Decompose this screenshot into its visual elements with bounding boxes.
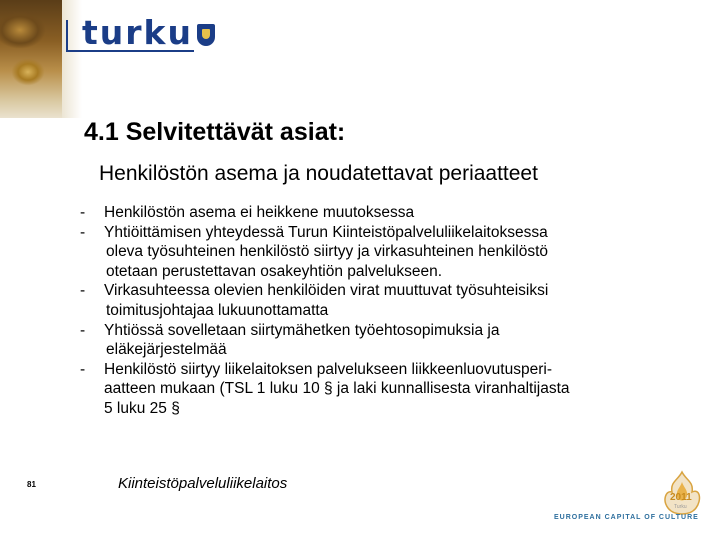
bullet-list xyxy=(80,203,680,419)
bullet-item xyxy=(80,281,680,320)
bullet-dash: - xyxy=(80,223,86,241)
footer-organization: Kiinteistöpalveluliikelaitos xyxy=(118,475,288,492)
bullet-line: 5 luku 25 § xyxy=(104,399,180,417)
bullet-item xyxy=(80,203,680,223)
bullet-line: Henkilöstö siirtyy liikelaitoksen palvelukseen liikkeenluovutusperi- xyxy=(104,360,552,378)
bullet-line: otetaan perustettavan osakeyhtiön palvelukseen. xyxy=(106,262,443,280)
badge-city: Turku xyxy=(674,504,687,510)
bullet-dash: - xyxy=(80,204,86,221)
page-number: 81 xyxy=(27,480,36,489)
bullet-line: eläkejärjestelmää xyxy=(106,341,227,359)
bullet-line: toimitusjohtajaa lukuunottamatta xyxy=(106,301,329,319)
bullet-item xyxy=(80,321,680,360)
bullet-line: Virkasuhteessa olevien henkilöiden virat muuttuvat työsuhteisiksi xyxy=(104,282,549,300)
header-photo xyxy=(0,0,62,118)
bullet-item xyxy=(80,223,680,282)
bullet-line: Henkilöstön asema ei heikkene muutoksessa xyxy=(104,204,415,221)
badge-year: 2011 xyxy=(670,492,692,503)
slide-subtitle: Henkilöstön asema ja noudatettavat periaatteet xyxy=(99,162,538,185)
bullet-dash: - xyxy=(80,282,86,300)
logo-text: turku xyxy=(82,13,193,52)
bullet-line: Yhtiöittämisen yhteydessä Turun Kiinteistöpalveluliikelaitoksessa xyxy=(104,223,548,241)
coat-of-arms-icon xyxy=(197,24,215,46)
bullet-line: Yhtiössä sovelletaan siirtymähetken työehtosopimuksia ja xyxy=(104,321,500,339)
bullet-item xyxy=(80,360,680,419)
bullet-dash: - xyxy=(80,321,86,339)
slide-title: 4.1 Selvitettävät asiat: xyxy=(84,118,346,146)
bullet-dash: - xyxy=(80,360,86,378)
european-capital-of-culture-badge xyxy=(548,470,720,540)
bullet-line: oleva työsuhteinen henkilöstö siirtyy ja virkasuhteinen henkilöstö xyxy=(106,243,548,261)
badge-caption: EUROPEAN CAPITAL OF CULTURE xyxy=(554,514,699,521)
bullet-line: aatteen mukaan (TSL 1 luku 10 § ja laki kunnallisesta viranhaltijasta xyxy=(104,380,570,398)
turku-logo xyxy=(66,14,218,54)
